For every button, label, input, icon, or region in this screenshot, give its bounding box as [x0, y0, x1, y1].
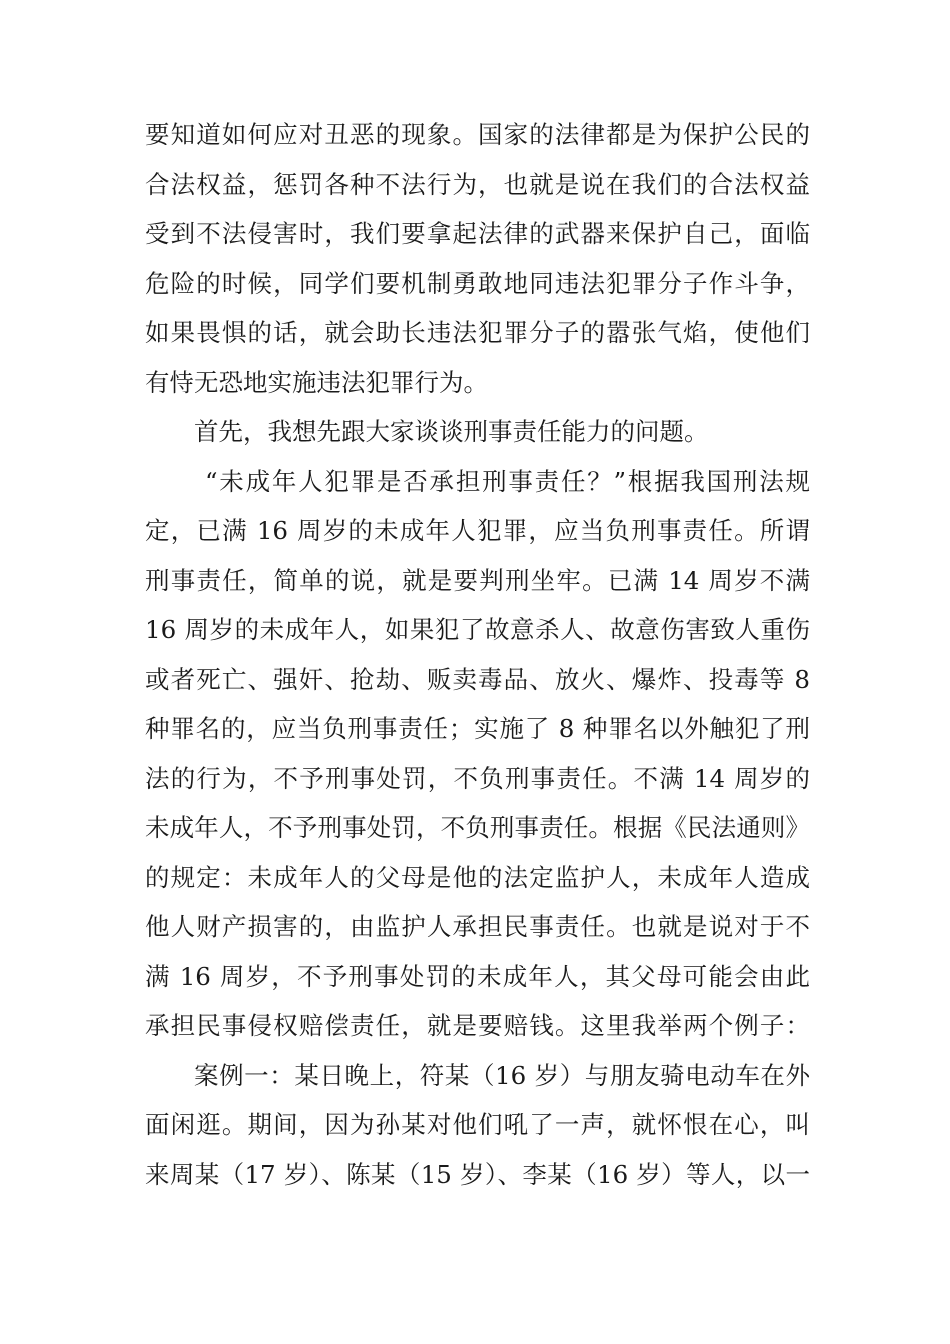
- text-line: 刑事责任，简单的说，就是要判刑坐牢。已满 14 周岁不满: [145, 565, 810, 595]
- text-line: 未成年人，不予刑事处罚，不负刑事责任。根据《民法通则》: [145, 813, 810, 842]
- paragraph-start-line: 首先，我想先跟大家谈谈刑事责任能力的问题。: [194, 417, 709, 446]
- text-line: 定，已满 16 周岁的未成年人犯罪，应当负刑事责任。所谓: [145, 516, 810, 545]
- text-line: 有恃无恐地实施违法犯罪行为。: [145, 367, 488, 397]
- text-line: 危险的时候，同学们要机制勇敢地同违法犯罪分子作斗争，: [145, 268, 810, 298]
- paragraph-start-line: 案例一：某日晚上，符某（16 岁）与朋友骑电动车在外: [194, 1060, 810, 1090]
- text-line: 合法权益，惩罚各种不法行为，也就是说在我们的合法权益: [145, 169, 810, 199]
- text-line: 或者死亡、强奸、抢劫、贩卖毒品、放火、爆炸、投毒等 8: [145, 664, 810, 694]
- text-line: 的规定：未成年人的父母是他的法定监护人，未成年人造成: [145, 862, 810, 892]
- text-line: 满 16 周岁，不予刑事处罚的未成年人，其父母可能会由此: [145, 961, 810, 991]
- text-line: 承担民事侵权赔偿责任，就是要赔钱。这里我举两个例子：: [145, 1011, 810, 1040]
- paragraph-start-line: “未成年人犯罪是否承担刑事责任？”根据我国刑法规: [205, 466, 810, 496]
- text-line: 种罪名的，应当负刑事责任；实施了 8 种罪名以外触犯了刑: [145, 714, 810, 743]
- text-line: 他人财产损害的，由监护人承担民事责任。也就是说对于不: [145, 912, 810, 941]
- text-line: 受到不法侵害时，我们要拿起法律的武器来保护自己，面临: [145, 219, 810, 248]
- text-line: 如果畏惧的话，就会助长违法犯罪分子的嚣张气焰，使他们: [145, 318, 810, 347]
- body-text: [145, 110, 810, 1199]
- text-line: 来周某（17 岁）、陈某（15 岁）、李某（16 岁）等人，以一: [145, 1159, 810, 1189]
- text-line: 面闲逛。期间，因为孙某对他们吼了一声，就怀恨在心，叫: [145, 1110, 810, 1139]
- text-line: 法的行为，不予刑事处罚，不负刑事责任。不满 14 周岁的: [145, 763, 810, 793]
- text-line: 要知道如何应对丑恶的现象。国家的法律都是为保护公民的: [145, 120, 810, 149]
- text-line: 16 周岁的未成年人，如果犯了故意杀人、故意伤害致人重伤: [145, 615, 810, 644]
